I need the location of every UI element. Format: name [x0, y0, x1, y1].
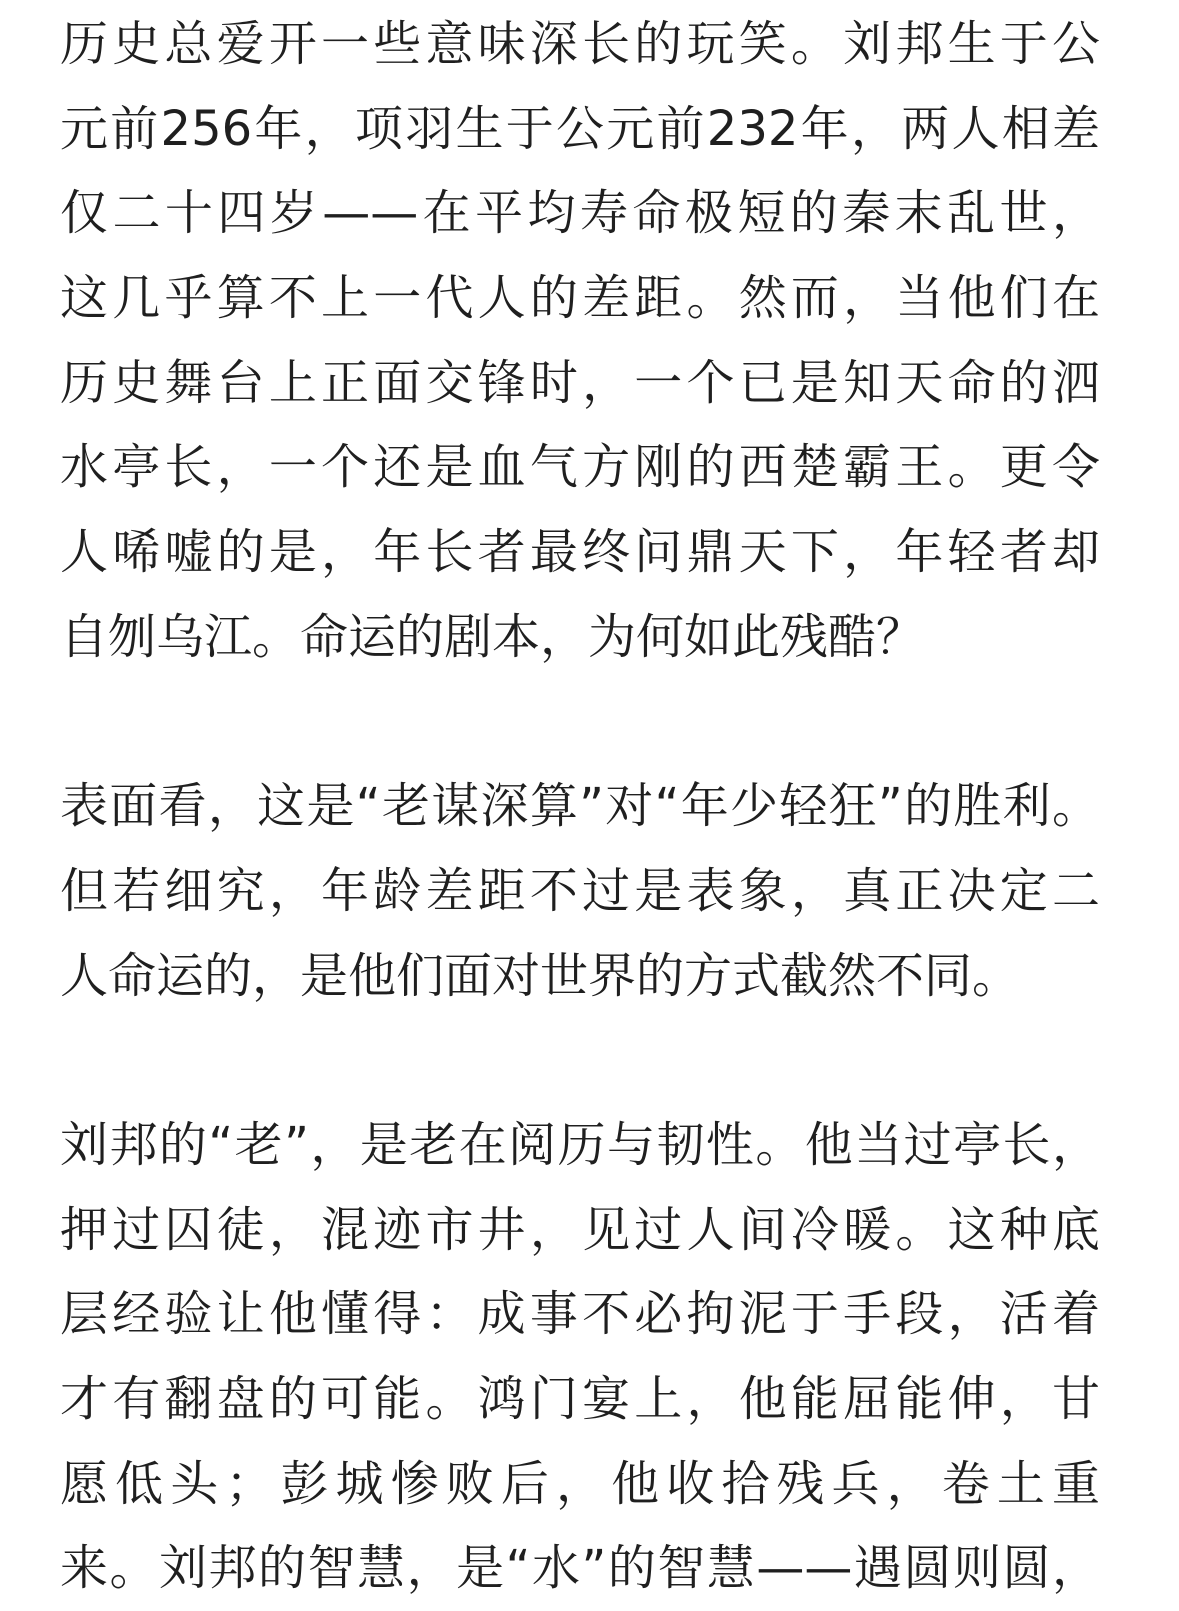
paragraph-line: 水亭长，一个还是血气方刚的西楚霸王。更令: [60, 439, 1100, 496]
paragraph-1: [60, 0, 1100, 680]
paragraph-line: 但若细究，年龄差距不过是表象，真正决定二: [60, 862, 1100, 919]
paragraph-spacer: [60, 680, 1100, 765]
paragraph-line: 刘邦的“老”，是老在阅历与韧性。他当过亭长，: [60, 1116, 1100, 1173]
paragraph-line: 愿低头；彭城惨败后，他收拾残兵，卷土重: [60, 1455, 1100, 1512]
paragraph-spacer: [60, 1018, 1100, 1103]
article-body: [60, 0, 1100, 1611]
paragraph-line: 自刎乌江。命运的剧本，为何如此残酷？: [60, 608, 925, 665]
paragraph-line: 人唏嘘的是，年长者最终问鼎天下，年轻者却: [60, 524, 1100, 581]
paragraph-line: 押过囚徒，混迹市井，见过人间冷暖。这种底: [60, 1201, 1100, 1258]
paragraph-2: [60, 764, 1100, 1018]
paragraph-line: 历史舞台上正面交锋时，一个已是知天命的泗: [60, 354, 1100, 411]
paragraph-line: 历史总爱开一些意味深长的玩笑。刘邦生于公: [60, 16, 1100, 72]
paragraph-line: 表面看，这是“老谋深算”对“年少轻狂”的胜利。: [60, 778, 1100, 835]
paragraph-3: [60, 1103, 1100, 1611]
paragraph-line: 元前256年，项羽生于公元前232年，两人相差: [60, 100, 1100, 157]
paragraph-line: 人命运的，是他们面对世界的方式截然不同。: [60, 947, 1021, 1004]
paragraph-line: 这几乎算不上一代人的差距。然而，当他们在: [60, 270, 1100, 327]
paragraph-line: 仅二十四岁——在平均寿命极短的秦末乱世，: [60, 185, 1100, 242]
paragraph-line: 才有翻盘的可能。鸿门宴上，他能屈能伸，甘: [60, 1371, 1100, 1427]
paragraph-line: 层经验让他懂得：成事不必拘泥于手段，活着: [60, 1286, 1100, 1343]
paragraph-line: 来。刘邦的智慧，是“水”的智慧——遇圆则圆，: [60, 1540, 1100, 1597]
